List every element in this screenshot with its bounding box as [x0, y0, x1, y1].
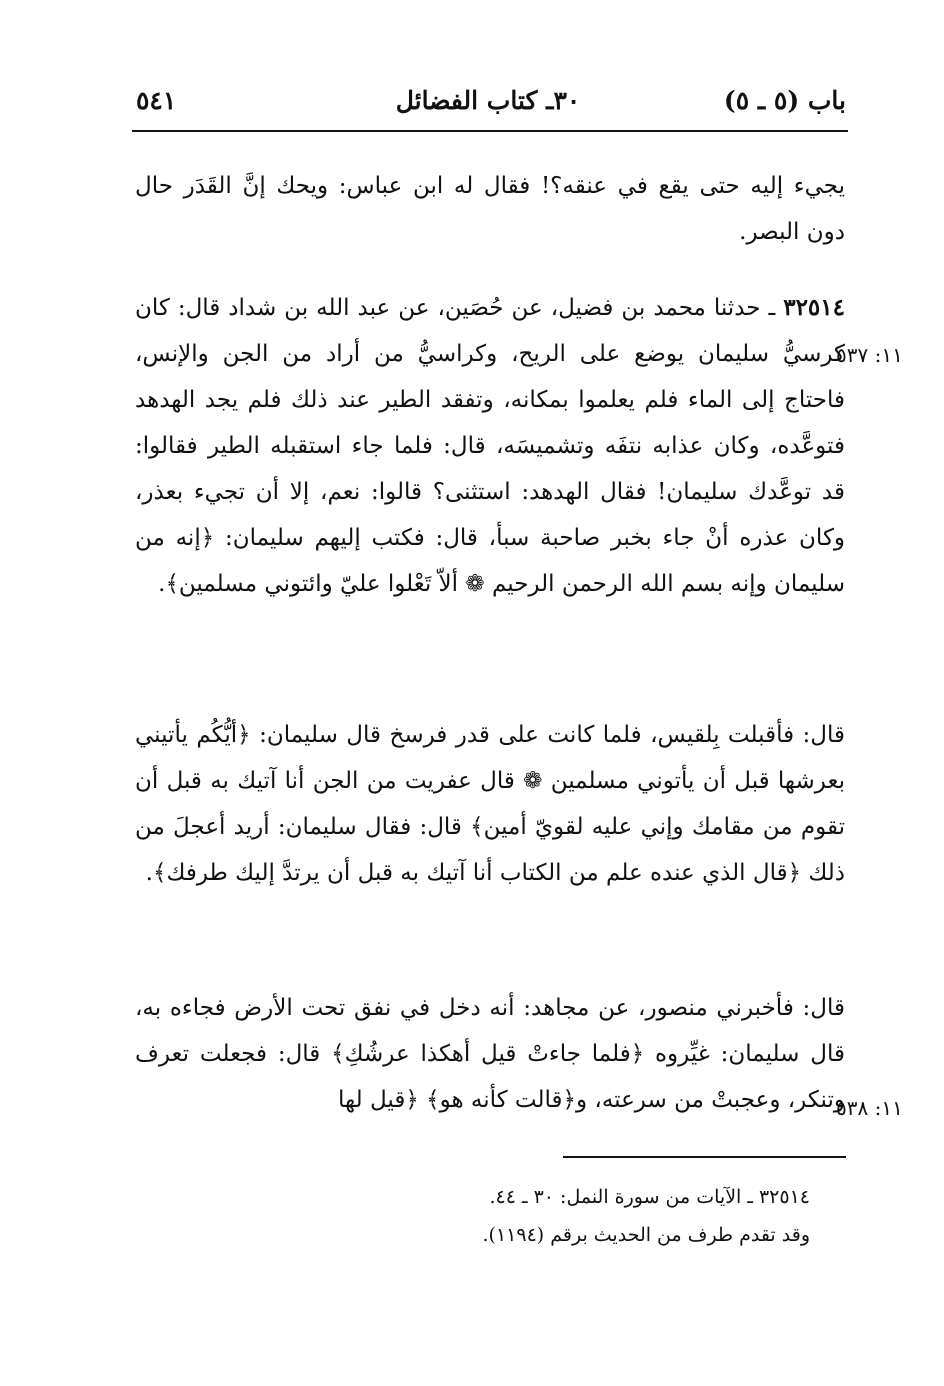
- paragraph-text: قال: فأقبلت بِلقيس، فلما كانت على قدر فرسخ قال سليمان: ﴿أيُّكُم يأتيني بعرشها قبل أن يأتوني مسلمين ❁ قال عفريت من الجن أنا آتيك به قبل أن تقوم من مقامك وإني عليه لقويّ أمين﴾ قال: فقال سليمان: أريد أعجلَ من ذلك ﴿قال الذي عنده علم من الكتاب أنا آتيك به قبل أن يرتدَّ إليك طرفك﴾.: [135, 722, 845, 886]
- header-rule: [132, 130, 848, 132]
- chapter-heading: باب (٥ ـ ٥): [723, 86, 846, 115]
- paragraph-mansur: [135, 985, 845, 1123]
- running-header: [130, 82, 846, 122]
- paragraph-text: قال: فأخبرني منصور، عن مجاهد: أنه دخل في نفق تحت الأرض فجاءه به، قال سليمان: غيِّروه ﴿فلما جاءتْ قيل أهكذا عرشُكِ﴾ قال: فجعلت تعرف وتنكر، وعجبتْ من سرعته، و﴿قالت كأنه هو﴾ ﴿قيل لها: [135, 995, 845, 1113]
- footnote-2: وقد تقدم طرف من الحديث برقم (١١٩٤).: [482, 1224, 810, 1246]
- page-number: ٥٤١: [136, 86, 177, 115]
- footnotes: [330, 1178, 810, 1254]
- paragraph-continuation: [135, 163, 845, 255]
- paragraph-bilqis: [135, 712, 845, 896]
- hadith-number: ٣٢٥١٤: [783, 294, 845, 321]
- hadith-paragraph: [135, 285, 845, 607]
- footnote-1: ٣٢٥١٤ ـ الآيات من سورة النمل: ٣٠ ـ ٤٤.: [489, 1186, 810, 1208]
- hadith-text: ـ حدثنا محمد بن فضيل، عن حُصَين، عن عبد الله بن شداد قال: كان كرسيُّ سليمان يوضع على الريح، وكراسيُّ من أراد من الجن والإنس، فاحتاج إلى الماء فلم يعلموا بمكانه، وتفقد الطير عند ذلك فلم يجد الهدهد فتوعَّده، وكان عذابه نتفَه وتشميسَه، قال: فلما جاء استقبله الطير فقالوا: قد توعَّدك سليمان! فقال الهدهد: استثنى؟ قالوا: نعم، إلا أن تجيء بعذر، وكان عذره أنْ جاء بخبر صاحبة سبأ، قال: فكتب إليهم سليمان: ﴿إنه من سليمان وإنه بسم الله الرحمن الرحيم ❁ ألاّ تَعْلوا عليّ وائتوني مسلمين﴾.: [135, 295, 845, 597]
- margin-reference: ١١: ٥٣٧: [836, 343, 903, 367]
- footnote-rule: [563, 1156, 846, 1158]
- margin-reference: ١١: ٥٣٨: [836, 1096, 903, 1120]
- book-title: ٣٠ـ كتاب الفضائل: [395, 86, 581, 115]
- paragraph-text: يجيء إليه حتى يقع في عنقه؟! فقال له ابن عباس: ويحك إنَّ القَدَر حال دون البصر.: [135, 173, 845, 245]
